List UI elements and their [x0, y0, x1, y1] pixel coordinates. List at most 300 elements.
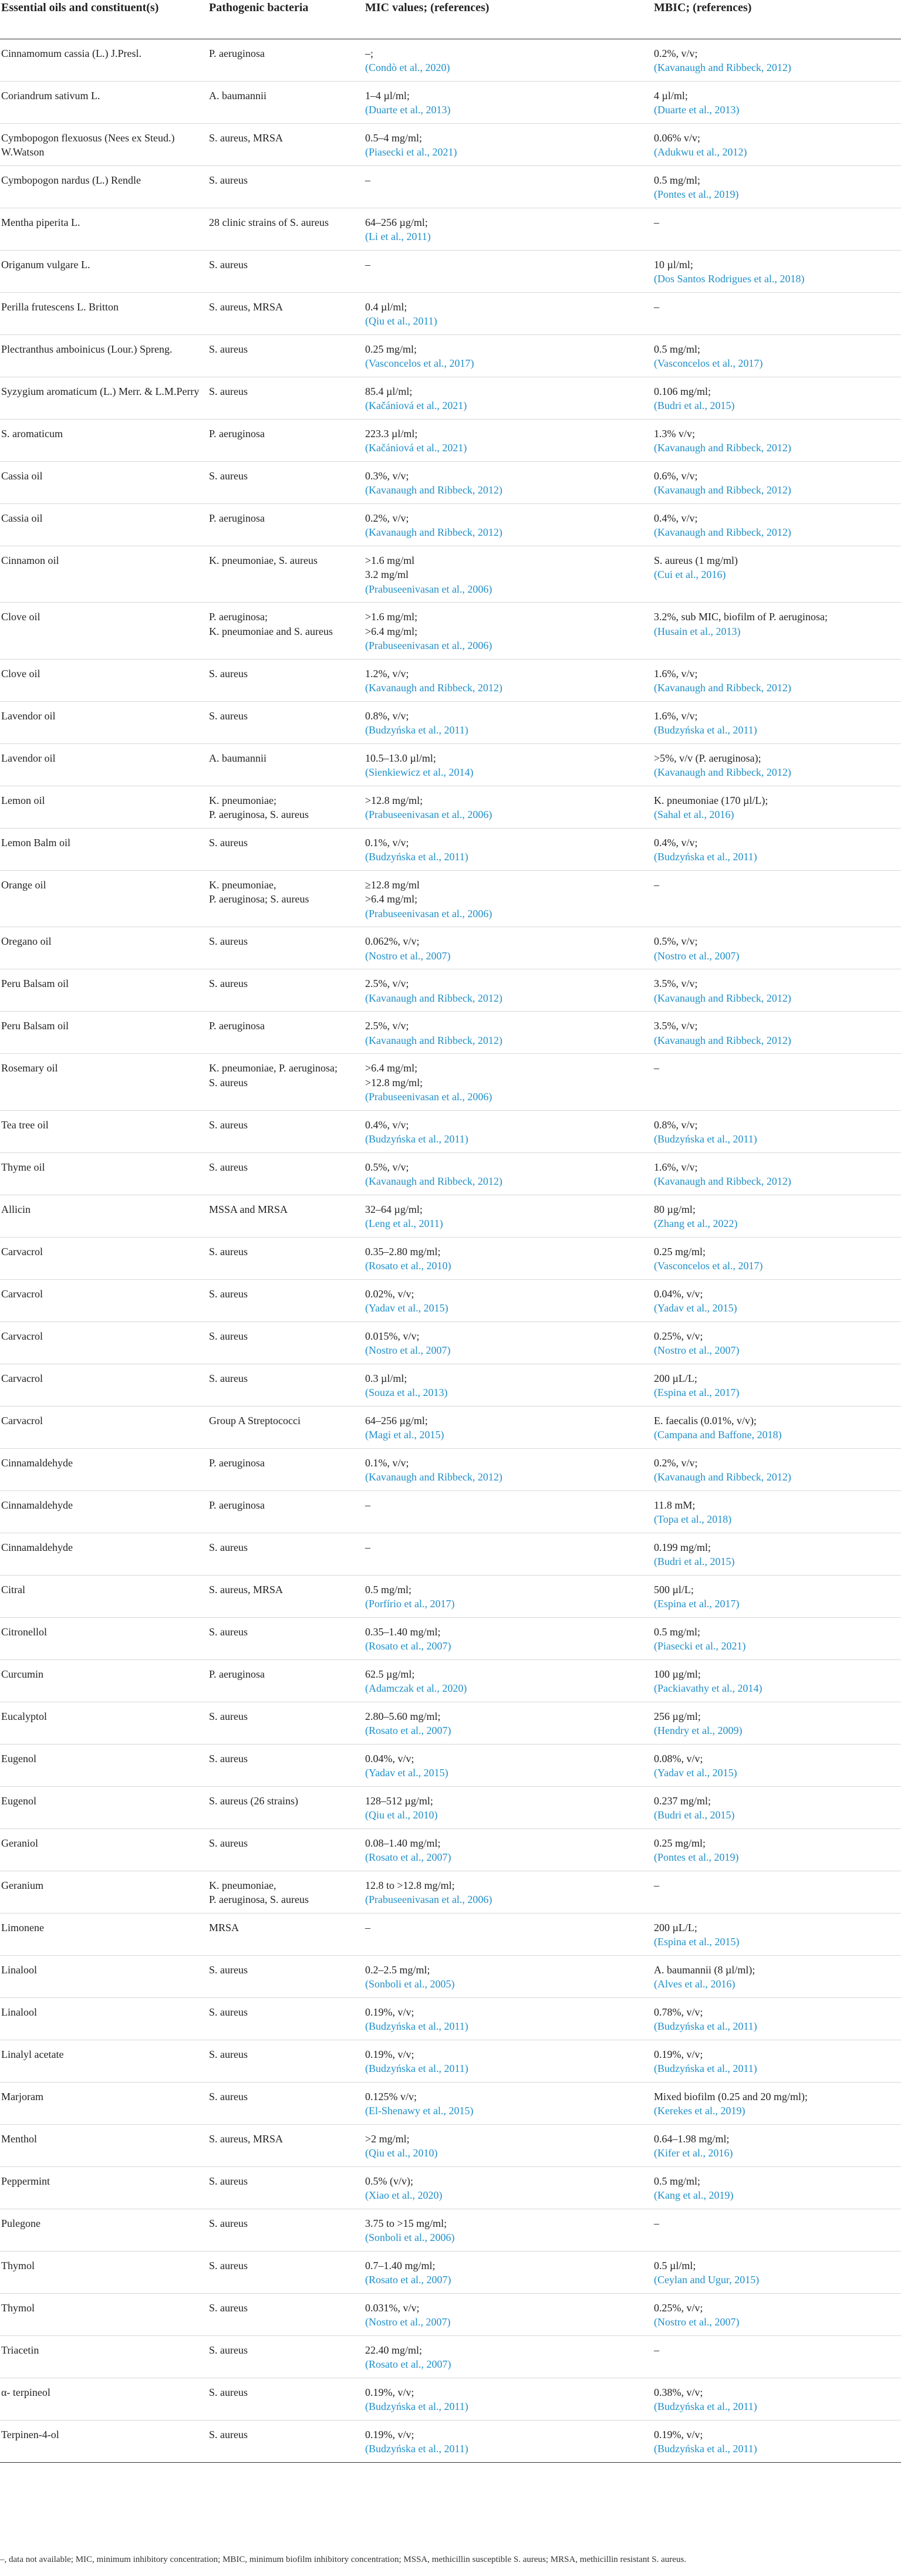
mic-value: 0.2%, v/v; — [365, 512, 409, 524]
cell-bacteria — [208, 1195, 364, 1237]
table-row — [0, 1321, 901, 1364]
cell-mbic — [653, 2209, 901, 2251]
cell-mic — [364, 2293, 653, 2335]
mic-reference-link[interactable]: (Qiu et al., 2011) — [365, 315, 437, 327]
cell-oil — [0, 1828, 208, 1871]
mbic-value: 0.4%, v/v; — [654, 512, 698, 524]
cell-bacteria — [208, 2166, 364, 2209]
mic-reference-link[interactable]: (Prabuseenivasan et al., 2006) — [365, 907, 492, 919]
mic-reference-link[interactable]: (Sienkiewicz et al., 2014) — [365, 766, 474, 778]
mic-reference-link[interactable]: (Rosato et al., 2007) — [365, 1725, 451, 1736]
mic-reference-link[interactable]: (Prabuseenivasan et al., 2006) — [365, 1894, 492, 1905]
cell-mbic — [653, 2335, 901, 2378]
cell-bacteria — [208, 1490, 364, 1533]
cell-mbic — [653, 123, 901, 165]
mbic-reference-link[interactable]: (Budzyńska et al., 2011) — [654, 724, 757, 736]
cell-bacteria — [208, 2251, 364, 2293]
cell-mbic — [653, 39, 901, 81]
mic-reference-link[interactable]: (Budzyńska et al., 2011) — [365, 2401, 468, 2412]
mbic-reference-link[interactable]: (Kerekes et al., 2019) — [654, 2105, 745, 2117]
bacteria-name: S. aureus — [209, 343, 248, 355]
oil-name: Linalyl acetate — [1, 2048, 64, 2060]
table-row — [0, 1195, 901, 1237]
oil-name: Tea tree oil — [1, 1118, 49, 1131]
mbic-reference-link[interactable]: (Nostro et al., 2007) — [654, 949, 740, 962]
cell-mic — [364, 208, 653, 250]
cell-mic — [364, 2209, 653, 2251]
mic-reference-link[interactable]: (Souza et al., 2013) — [365, 1387, 448, 1398]
mbic-reference-link[interactable]: (Cui et al., 2016) — [654, 569, 726, 580]
mic-reference-link[interactable]: (Vasconcelos et al., 2017) — [365, 357, 474, 369]
mic-reference-link[interactable]: (Prabuseenivasan et al., 2006) — [365, 640, 492, 651]
mic-reference-link[interactable]: (Budzyńska et al., 2011) — [365, 1133, 468, 1145]
mbic-value: – — [654, 878, 659, 891]
cell-bacteria — [208, 123, 364, 165]
cell-oil — [0, 743, 208, 786]
bacteria-name: S. aureus — [209, 1752, 248, 1764]
mic-reference-link[interactable]: (Adamczak et al., 2020) — [365, 1682, 467, 1694]
mic-reference-link[interactable]: (Sonboli et al., 2006) — [365, 2232, 455, 2243]
mbic-reference-link[interactable]: (Alves et al., 2016) — [654, 1978, 735, 1990]
mbic-reference-link[interactable]: (Kavanaugh and Ribbeck, 2012) — [654, 1175, 791, 1187]
mbic-reference-link[interactable]: (Kavanaugh and Ribbeck, 2012) — [654, 526, 791, 538]
mbic-reference-link[interactable]: (Kifer et al., 2016) — [654, 2147, 733, 2159]
table-row — [0, 1448, 901, 1490]
oil-name: Carvacrol — [1, 1245, 43, 1257]
mic-reference-link[interactable]: (El-Shenawy et al., 2015) — [365, 2105, 474, 2117]
mbic-reference-link[interactable]: (Nostro et al., 2007) — [654, 1344, 740, 1356]
mbic-reference-link[interactable]: (Nostro et al., 2007) — [654, 2316, 740, 2328]
mic-value: 0.2–2.5 mg/ml; — [365, 1963, 430, 1976]
mic-reference-link[interactable]: (Prabuseenivasan et al., 2006) — [365, 809, 492, 820]
cell-oil — [0, 870, 208, 927]
cell-oil — [0, 250, 208, 292]
mic-value: 0.35–2.80 mg/ml; — [365, 1245, 441, 1257]
mbic-value: 0.5%, v/v; — [654, 935, 698, 947]
cell-mic — [364, 334, 653, 377]
mbic-reference-link[interactable]: (Sahal et al., 2016) — [654, 809, 734, 820]
bacteria-name: S. aureus (26 strains) — [209, 1794, 298, 1807]
mbic-value: 0.5 mg/ml; — [654, 343, 701, 355]
mic-reference-link[interactable]: (Budzyńska et al., 2011) — [365, 2020, 468, 2032]
mbic-reference-link[interactable]: (Espina et al., 2017) — [654, 1387, 740, 1398]
mic-reference-link[interactable]: (Prabuseenivasan et al., 2006) — [365, 1091, 492, 1103]
mbic-value: 0.04%, v/v; — [654, 1287, 703, 1300]
cell-mbic — [653, 2251, 901, 2293]
oil-name: Carvacrol — [1, 1330, 43, 1342]
cell-mic — [364, 503, 653, 546]
mic-reference-link[interactable]: (Kavanaugh and Ribbeck, 2012) — [365, 484, 502, 496]
oil-name: Syzygium aromaticum (L.) Merr. & L.M.Perry — [1, 385, 200, 397]
bacteria-name: S. aureus — [209, 2217, 248, 2229]
mbic-reference-link[interactable]: (Ceylan and Ugur, 2015) — [654, 2274, 760, 2286]
mbic-reference-link[interactable]: (Budzyńska et al., 2011) — [654, 851, 757, 863]
oil-name: Terpinen-4-ol — [1, 2428, 59, 2440]
oil-name: Linalool — [1, 1963, 37, 1976]
oil-name: Lavendor oil — [1, 752, 56, 764]
table-row — [0, 419, 901, 461]
mic-reference-link[interactable]: (Rosato et al., 2007) — [365, 2274, 451, 2286]
bacteria-name: P. aeruginosa — [209, 1499, 265, 1511]
mbic-reference-link[interactable]: (Packiavathy et al., 2014) — [654, 1682, 762, 1694]
oil-name: Coriandrum sativum L. — [1, 89, 100, 102]
mbic-reference-link[interactable]: (Hendry et al., 2009) — [654, 1725, 743, 1736]
mic-reference-link[interactable]: (Kačániová et al., 2021) — [365, 442, 467, 454]
mic-reference-link[interactable]: (Budzyńska et al., 2011) — [365, 851, 468, 863]
cell-oil — [0, 165, 208, 208]
cell-bacteria — [208, 828, 364, 870]
cell-bacteria — [208, 1533, 364, 1575]
cell-oil — [0, 701, 208, 743]
mic-value: – — [365, 1541, 370, 1553]
mbic-reference-link[interactable]: (Campana and Baffone, 2018) — [654, 1429, 782, 1441]
mic-reference-link[interactable]: (Condò et al., 2020) — [365, 62, 450, 73]
table-row — [0, 1110, 901, 1152]
cell-mbic — [653, 1321, 901, 1364]
mic-reference-link[interactable]: (Yadav et al., 2015) — [365, 1767, 448, 1779]
cell-oil — [0, 969, 208, 1012]
oil-name: Cinnamomum cassia (L.) J.Presl. — [1, 47, 141, 59]
oil-name: Thymol — [1, 2259, 35, 2271]
cell-mic — [364, 786, 653, 828]
cell-mbic — [653, 1871, 901, 1913]
bacteria-name: A. baumannii — [209, 752, 266, 764]
cell-mic — [364, 1237, 653, 1279]
cell-bacteria — [208, 1279, 364, 1321]
mic-reference-link[interactable]: (Rosato et al., 2007) — [365, 2358, 451, 2370]
oil-name: Cinnamon oil — [1, 554, 59, 566]
cell-bacteria — [208, 1321, 364, 1364]
mic-reference-link[interactable]: (Nostro et al., 2007) — [365, 949, 451, 962]
bacteria-name: P. aeruginosa — [209, 512, 265, 524]
mbic-value: 0.25%, v/v; — [654, 1330, 703, 1342]
cell-mic — [364, 1533, 653, 1575]
cell-oil — [0, 2166, 208, 2209]
bacteria-name: P. aeruginosa — [209, 1020, 265, 1032]
cell-mbic — [653, 208, 901, 250]
cell-bacteria — [208, 2209, 364, 2251]
cell-bacteria — [208, 1406, 364, 1448]
mbic-reference-link[interactable]: (Budzyńska et al., 2011) — [654, 2443, 757, 2455]
mic-reference-link[interactable]: (Yadav et al., 2015) — [365, 1302, 448, 1314]
mbic-value: 0.19%, v/v; — [654, 2428, 703, 2440]
table-row — [0, 1490, 901, 1533]
cell-mic — [364, 2335, 653, 2378]
cell-oil — [0, 2378, 208, 2420]
bacteria-name: S. aureus — [209, 667, 248, 680]
mbic-reference-link[interactable]: (Budri et al., 2015) — [654, 1556, 735, 1567]
cell-bacteria — [208, 927, 364, 969]
bacteria-name: S. aureus — [209, 1710, 248, 1722]
cell-bacteria — [208, 81, 364, 123]
mic-reference-link[interactable]: (Kavanaugh and Ribbeck, 2012) — [365, 682, 502, 694]
mbic-reference-link[interactable]: (Dos Santos Rodrigues et al., 2018) — [654, 273, 805, 285]
cell-oil — [0, 927, 208, 969]
table-row — [0, 250, 901, 292]
mbic-value: 0.25%, v/v; — [654, 2301, 703, 2314]
mbic-value: 10 µl/ml; — [654, 258, 693, 271]
mic-reference-link[interactable]: (Nostro et al., 2007) — [365, 1344, 451, 1356]
cell-oil — [0, 1997, 208, 2040]
cell-bacteria — [208, 334, 364, 377]
cell-bacteria — [208, 1152, 364, 1195]
mbic-value: 0.5 mg/ml; — [654, 174, 701, 186]
mbic-value: Mixed biofilm (0.25 and 20 mg/ml); — [654, 2090, 808, 2102]
cell-mbic — [653, 81, 901, 123]
cell-oil — [0, 1321, 208, 1364]
cell-bacteria — [208, 461, 364, 503]
mic-reference-link[interactable]: (Duarte et al., 2013) — [365, 104, 451, 116]
oil-name: Clove oil — [1, 667, 41, 680]
mbic-reference-link[interactable]: (Pontes et al., 2019) — [654, 188, 739, 200]
mbic-reference-link[interactable]: (Budzyńska et al., 2011) — [654, 2401, 757, 2412]
mbic-reference-link[interactable]: (Kavanaugh and Ribbeck, 2012) — [654, 1471, 791, 1483]
bacteria-name: S. aureus, MRSA — [209, 2132, 284, 2145]
cell-mbic — [653, 250, 901, 292]
cell-mbic — [653, 2082, 901, 2124]
mbic-value: 0.08%, v/v; — [654, 1752, 703, 1764]
mbic-reference-link[interactable]: (Zhang et al., 2022) — [654, 1218, 738, 1229]
mic-reference-link[interactable]: (Qiu et al., 2010) — [365, 2147, 438, 2159]
bacteria-name: S. aureus — [209, 385, 248, 397]
mic-reference-link[interactable]: (Nostro et al., 2007) — [365, 2316, 451, 2328]
mbic-reference-link[interactable]: (Budri et al., 2015) — [654, 1809, 735, 1821]
bacteria-name: S. aureus — [209, 1330, 248, 1342]
mbic-reference-link[interactable]: (Topa et al., 2018) — [654, 1513, 732, 1525]
header-mbic: MBIC; (references) — [653, 0, 901, 39]
mbic-reference-link[interactable]: (Yadav et al., 2015) — [654, 1302, 737, 1314]
cell-mic — [364, 546, 653, 603]
oil-name: Cassia oil — [1, 469, 43, 482]
cell-mic — [364, 1659, 653, 1702]
mbic-reference-link[interactable]: (Budri et al., 2015) — [654, 400, 735, 411]
mic-reference-link[interactable]: (Rosato et al., 2007) — [365, 1640, 451, 1652]
mic-reference-link[interactable]: (Magi et al., 2015) — [365, 1429, 444, 1441]
table-row — [0, 659, 901, 701]
mbic-reference-link[interactable]: (Husain et al., 2013) — [654, 625, 741, 637]
mbic-reference-link[interactable]: (Kavanaugh and Ribbeck, 2012) — [654, 442, 791, 454]
cell-oil — [0, 1533, 208, 1575]
cell-oil — [0, 1659, 208, 1702]
cell-mic — [364, 828, 653, 870]
mic-value: 0.19%, v/v; — [365, 2428, 414, 2440]
mic-reference-link[interactable]: (Kavanaugh and Ribbeck, 2012) — [365, 1471, 502, 1483]
oil-name: Triacetin — [1, 2344, 39, 2356]
bacteria-name: MRSA — [209, 1921, 239, 1933]
cell-oil — [0, 2251, 208, 2293]
cell-oil — [0, 208, 208, 250]
oil-name: Carvacrol — [1, 1372, 43, 1384]
header-mic: MIC values; (references) — [364, 0, 653, 39]
bacteria-name: S. aureus — [209, 1161, 248, 1173]
bacteria-name: S. aureus — [209, 469, 248, 482]
mic-value: 0.3%, v/v; — [365, 469, 409, 482]
mic-reference-link[interactable]: (Kavanaugh and Ribbeck, 2012) — [365, 992, 502, 1004]
cell-mbic — [653, 1828, 901, 1871]
oil-name: Peru Balsam oil — [1, 978, 69, 989]
cell-oil — [0, 2040, 208, 2082]
cell-oil — [0, 2293, 208, 2335]
mbic-value: >5%, v/v (P. aeruginosa); — [654, 752, 761, 764]
mbic-reference-link[interactable]: (Kavanaugh and Ribbeck, 2012) — [654, 766, 791, 778]
mbic-reference-link[interactable]: (Vasconcelos et al., 2017) — [654, 357, 763, 369]
mbic-reference-link[interactable]: (Kang et al., 2019) — [654, 2189, 734, 2201]
cell-mic — [364, 123, 653, 165]
cell-bacteria — [208, 2335, 364, 2378]
mbic-reference-link[interactable]: (Espina et al., 2017) — [654, 1598, 740, 1610]
oil-name: Geranium — [1, 1879, 43, 1891]
table-row — [0, 1012, 901, 1054]
mbic-reference-link[interactable]: (Budzyńska et al., 2011) — [654, 2063, 757, 2074]
cell-bacteria — [208, 1786, 364, 1828]
cell-mbic — [653, 2124, 901, 2166]
mic-reference-link[interactable]: (Budzyńska et al., 2011) — [365, 2443, 468, 2455]
mic-value: 10.5–13.0 µl/ml; — [365, 752, 436, 764]
mbic-value: 0.4%, v/v; — [654, 836, 698, 848]
cell-mbic — [653, 1617, 901, 1659]
table-row — [0, 701, 901, 743]
cell-mbic — [653, 546, 901, 603]
cell-bacteria — [208, 1997, 364, 2040]
table-footnote: –, data not available; MIC, minimum inhibitory concentration; MBIC, minimum biofilm inhibitory concentration; MSSA, methicillin susceptible S. aureus; MRSA, methicillin resistant S. aureus. — [0, 2555, 687, 2564]
mic-reference-link[interactable]: (Rosato et al., 2010) — [365, 1260, 451, 1272]
table-row — [0, 1237, 901, 1279]
cell-mbic — [653, 1012, 901, 1054]
mic-reference-link[interactable]: (Xiao et al., 2020) — [365, 2189, 443, 2201]
cell-mic — [364, 1054, 653, 1111]
mic-reference-link[interactable]: (Prabuseenivasan et al., 2006) — [365, 583, 492, 595]
mbic-reference-link[interactable]: (Duarte et al., 2013) — [654, 104, 740, 116]
mic-reference-link[interactable]: (Kavanaugh and Ribbeck, 2012) — [365, 1034, 502, 1046]
cell-mic — [364, 1871, 653, 1913]
mbic-reference-link[interactable]: (Kavanaugh and Ribbeck, 2012) — [654, 62, 791, 73]
cell-oil — [0, 2209, 208, 2251]
cell-mbic — [653, 1279, 901, 1321]
cell-bacteria — [208, 1617, 364, 1659]
mbic-value: 256 µg/ml; — [654, 1710, 701, 1722]
mic-value: 0.08–1.40 mg/ml; — [365, 1837, 441, 1849]
cell-mbic — [653, 292, 901, 334]
mbic-value: 0.2%, v/v; — [654, 47, 698, 59]
cell-mic — [364, 1786, 653, 1828]
mic-reference-link[interactable]: (Kavanaugh and Ribbeck, 2012) — [365, 526, 502, 538]
mic-reference-link[interactable]: (Rosato et al., 2007) — [365, 1851, 451, 1863]
cell-mic — [364, 2082, 653, 2124]
bacteria-name: S. aureus — [209, 2344, 248, 2356]
mbic-reference-link[interactable]: (Vasconcelos et al., 2017) — [654, 1260, 763, 1272]
mbic-reference-link[interactable]: (Yadav et al., 2015) — [654, 1767, 737, 1779]
mic-reference-link[interactable]: (Budzyńska et al., 2011) — [365, 724, 468, 736]
mic-value: –; — [365, 47, 374, 59]
cell-oil — [0, 546, 208, 603]
cell-mbic — [653, 927, 901, 969]
bacteria-name: S. aureus, MRSA — [209, 131, 284, 144]
cell-oil — [0, 292, 208, 334]
mic-reference-link[interactable]: (Budzyńska et al., 2011) — [365, 2063, 468, 2074]
cell-mbic — [653, 419, 901, 461]
cell-oil — [0, 603, 208, 660]
mic-value: 64–256 µg/ml; — [365, 1414, 428, 1426]
mic-reference-link[interactable]: (Porfírio et al., 2017) — [365, 1598, 455, 1610]
cell-bacteria — [208, 2124, 364, 2166]
mbic-value: E. faecalis (0.01%, v/v); — [654, 1414, 757, 1426]
mbic-value: 11.8 mM; — [654, 1499, 696, 1511]
bacteria-name: P. aeruginosa — [209, 1668, 265, 1680]
cell-oil — [0, 419, 208, 461]
bacteria-name: K. pneumoniae, S. aureus — [209, 554, 318, 566]
cell-oil — [0, 1195, 208, 1237]
cell-bacteria — [208, 786, 364, 828]
mbic-value: – — [654, 2217, 659, 2229]
cell-mic — [364, 870, 653, 927]
mic-value: 0.8%, v/v; — [365, 709, 409, 722]
cell-mbic — [653, 828, 901, 870]
oil-name: Origanum vulgare L. — [1, 258, 90, 271]
mic-value: 0.25 mg/ml; — [365, 343, 417, 355]
mbic-reference-link[interactable]: (Adukwu et al., 2012) — [654, 146, 747, 158]
bacteria-name: S. aureus — [209, 258, 248, 271]
bacteria-name: K. pneumoniae, P. aeruginosa; S. aureus — [209, 878, 309, 905]
mic-value: 0.04%, v/v; — [365, 1752, 414, 1764]
oil-name: Thymol — [1, 2301, 35, 2314]
cell-mic — [364, 2040, 653, 2082]
cell-mic — [364, 2251, 653, 2293]
bacteria-name: K. pneumoniae; P. aeruginosa, S. aureus — [209, 794, 309, 820]
mic-reference-link[interactable]: (Kačániová et al., 2021) — [365, 400, 467, 411]
mbic-reference-link[interactable]: (Budzyńska et al., 2011) — [654, 2020, 757, 2032]
cell-oil — [0, 1448, 208, 1490]
mic-reference-link[interactable]: (Leng et al., 2011) — [365, 1218, 443, 1229]
cell-oil — [0, 2420, 208, 2462]
mbic-reference-link[interactable]: (Budzyńska et al., 2011) — [654, 1133, 757, 1145]
mic-reference-link[interactable]: (Kavanaugh and Ribbeck, 2012) — [365, 1175, 502, 1187]
oil-name: Menthol — [1, 2132, 37, 2145]
oil-name: S. aromaticum — [1, 427, 63, 440]
oil-name: Eugenol — [1, 1752, 36, 1764]
mbic-value: A. baumannii (8 µl/ml); — [654, 1963, 755, 1976]
mic-reference-link[interactable]: (Li et al., 2011) — [365, 231, 431, 242]
mbic-reference-link[interactable]: (Espina et al., 2015) — [654, 1936, 740, 1948]
header-oil: Essential oils and constituent(s) — [0, 0, 208, 39]
bacteria-name: A. baumannii — [209, 89, 266, 102]
table-row — [0, 208, 901, 250]
oil-name: Carvacrol — [1, 1287, 43, 1300]
mic-value: 0.19%, v/v; — [365, 2006, 414, 2018]
mic-reference-link[interactable]: (Sonboli et al., 2005) — [365, 1978, 455, 1990]
cell-bacteria — [208, 1744, 364, 1786]
mic-reference-link[interactable]: (Qiu et al., 2010) — [365, 1809, 438, 1821]
table-row — [0, 39, 901, 81]
mbic-reference-link[interactable]: (Kavanaugh and Ribbeck, 2012) — [654, 992, 791, 1004]
table-row — [0, 1152, 901, 1195]
mbic-reference-link[interactable]: (Piasecki et al., 2021) — [654, 1640, 746, 1652]
mbic-reference-link[interactable]: (Kavanaugh and Ribbeck, 2012) — [654, 682, 791, 694]
bacteria-name: S. aureus — [209, 2386, 248, 2398]
cell-mbic — [653, 1659, 901, 1702]
bacteria-name: 28 clinic strains of S. aureus — [209, 216, 329, 228]
bacteria-name: P. aeruginosa — [209, 1456, 265, 1469]
mic-reference-link[interactable]: (Piasecki et al., 2021) — [365, 146, 457, 158]
table-row — [0, 334, 901, 377]
mbic-reference-link[interactable]: (Kavanaugh and Ribbeck, 2012) — [654, 1034, 791, 1046]
cell-oil — [0, 81, 208, 123]
mbic-reference-link[interactable]: (Pontes et al., 2019) — [654, 1851, 739, 1863]
mbic-reference-link[interactable]: (Kavanaugh and Ribbeck, 2012) — [654, 484, 791, 496]
cell-bacteria — [208, 2378, 364, 2420]
bacteria-name: S. aureus — [209, 1625, 248, 1638]
cell-mic — [364, 1321, 653, 1364]
mic-value: 3.75 to >15 mg/ml; — [365, 2217, 447, 2229]
